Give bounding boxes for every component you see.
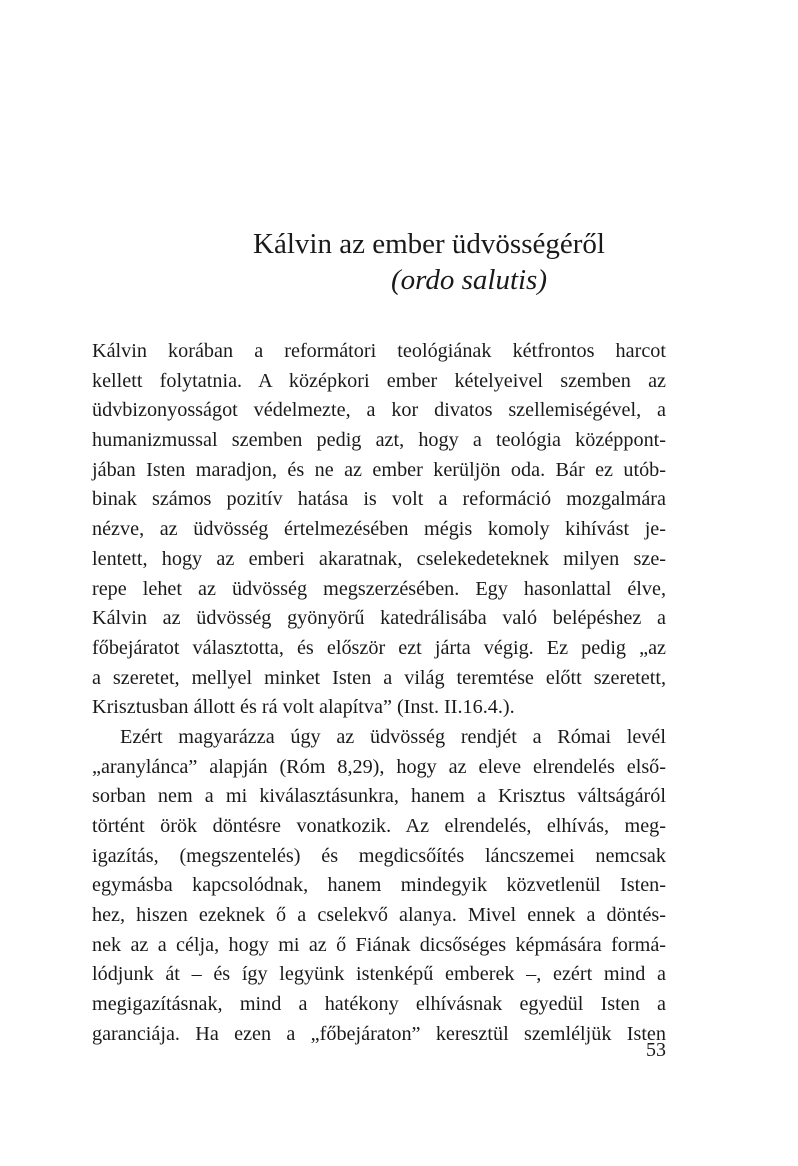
text-line: főbejáratot választotta, és először ezt járta végig. Ez pedig „az bbox=[92, 636, 666, 659]
text-line: egymásba kapcsolódnak, hanem mindegyik közvetlenül Isten- bbox=[92, 874, 666, 897]
text-line: üdvbizonyosságot védelmezte, a kor divatos szellemiségével, a bbox=[92, 399, 666, 422]
chapter-heading bbox=[0, 226, 798, 298]
text-line: repe lehet az üdvösség megszerzésében. Egy hasonlattal élve, bbox=[92, 577, 666, 600]
text-line: „aranylánca” alapján (Róm 8,29), hogy az eleve elrendelés első- bbox=[92, 755, 666, 778]
text-line: kellett folytatnia. A középkori ember kételyeivel szemben az bbox=[92, 369, 666, 392]
body-text bbox=[92, 337, 666, 1050]
chapter-title: Kálvin az ember üdvösségéről bbox=[253, 228, 605, 260]
text-line: nek az a célja, hogy mi az ő Fiának dicsőséges képmására formá- bbox=[92, 933, 666, 956]
text-line: lódjunk át – és így legyünk istenképű emberek –, ezért mind a bbox=[92, 963, 666, 986]
text-line: binak számos pozitív hatása is volt a reformáció mozgalmára bbox=[92, 488, 666, 511]
text-line: Kálvin korában a reformátori teológiának kétfrontos harcot bbox=[92, 340, 666, 362]
text-line: hez, hiszen ezeknek ő a cselekvő alanya. Mivel ennek a döntés- bbox=[92, 904, 666, 927]
text-line: nézve, az üdvösség értelmezésében mégis komoly kihívást je- bbox=[92, 518, 666, 541]
text-line: történt örök döntésre vonatkozik. Az elrendelés, elhívás, meg- bbox=[92, 815, 666, 837]
text-line: sorban nem a mi kiválasztásunkra, hanem a Krisztus váltságáról bbox=[92, 785, 666, 808]
text-line: Ezért magyarázza úgy az üdvösség rendjét a Római levél bbox=[120, 725, 666, 748]
text-line: garanciája. Ha ezen a „főbejáraton” keresztül szemléljük Isten bbox=[92, 1022, 666, 1045]
page-number: 53 bbox=[646, 1039, 666, 1061]
text-line: igazítás, (megszentelés) és megdicsőítés láncszemei nemcsak bbox=[92, 844, 666, 867]
paragraph-1 bbox=[92, 337, 666, 723]
text-line: Krisztusban állott és rá volt alapítva” (Inst. II.16.4.). bbox=[92, 696, 515, 719]
paragraph-2 bbox=[92, 723, 666, 1050]
text-line: lentett, hogy az emberi akaratnak, cselekedeteknek milyen sze- bbox=[92, 547, 666, 570]
text-line: Kálvin az üdvösség gyönyörű katedrálisába való belépéshez a bbox=[92, 607, 666, 630]
text-line: humanizmussal szemben pedig azt, hogy a teológia középpont- bbox=[92, 429, 666, 452]
text-line: megigazításnak, mind a hatékony elhívásnak egyedül Isten a bbox=[92, 993, 666, 1016]
text-line: a szeretet, mellyel minket Isten a világ teremtése előtt szeretett, bbox=[92, 666, 666, 689]
text-line: jában Isten maradjon, és ne az ember kerüljön oda. Bár ez utób- bbox=[92, 458, 666, 481]
chapter-subtitle: (ordo salutis) bbox=[390, 264, 548, 296]
